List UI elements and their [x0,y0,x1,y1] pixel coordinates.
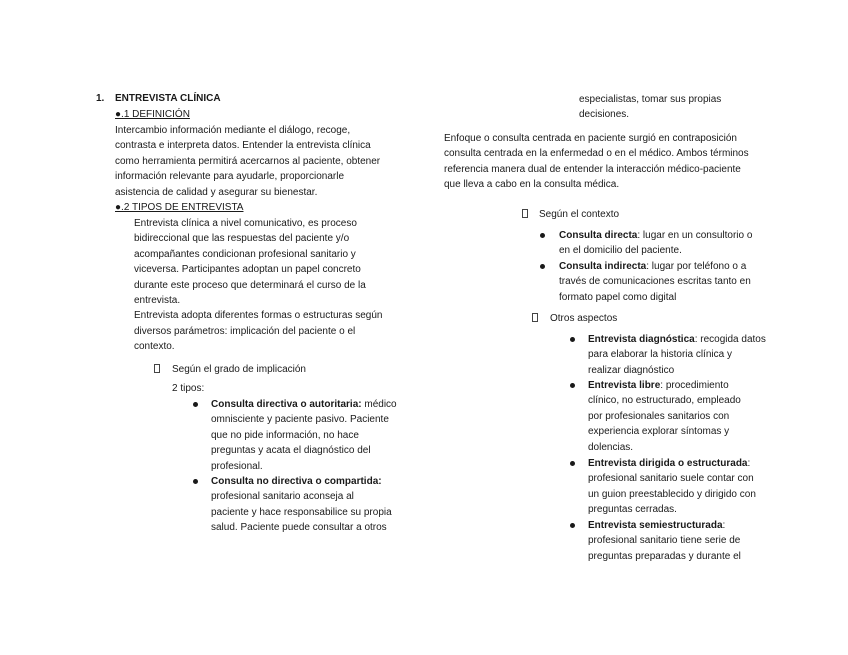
types-count-label: 2 tipos: [172,383,205,394]
bullet-dot-icon [570,337,575,342]
no-directiva-line: paciente y hace responsabilice su propia [211,506,392,518]
types-line: durante este proceso que determinará el curso de la [134,279,366,291]
directiva-line: omnisciente y paciente pasivo. Paciente [211,414,389,426]
indirecta-line: formato papel como digital [559,291,677,303]
list-item-indirecta [559,259,779,305]
dirigida-line: profesional sanitario suele contar con [588,473,754,485]
enfoque-line: Enfoque o consulta centrada en paciente surgió en contraposición [444,133,737,144]
diagnostica-line: realizar diagnóstico [588,364,675,376]
term-semiestructurada: Entrevista semiestructurada [588,520,723,531]
libre-line: dolencias. [588,441,634,453]
no-directiva-line: profesional sanitario aconseja al [211,491,354,503]
types-title: ●.2 TIPOS DE ENTREVISTA [115,202,244,213]
types-line: viceversa. Participantes adoptan un papel concreto [134,264,361,276]
directiva-line: médico [364,399,397,410]
continuation-text [579,92,721,123]
continuation-line: decisiones. [579,109,630,121]
section-heading: ENTREVISTA CLÍNICA [115,93,221,104]
list-item-directiva [211,397,411,474]
semi-line: profesional sanitario tiene serie de [588,535,741,547]
definition-title: ●.1 DEFINICIÓN [115,109,190,120]
bullet-dot-icon [193,402,198,407]
definition-line: asistencia de calidad y asegurar su bienestar. [115,186,318,198]
term-dirigida: Entrevista dirigida o estructurada [588,458,748,469]
types-line: bidireccional que las respuestas del paciente y/o [134,233,350,245]
definition-line: Intercambio información mediante el diálogo, recoge, [115,125,351,136]
types-line: Entrevista clínica a nivel comunicativo, es proceso [134,218,357,229]
libre-line: : procedimiento [660,380,729,391]
diagnostica-line: : recogida datos [694,334,766,345]
dirigida-line: : [747,458,751,469]
other-aspects-label: Otros aspectos [550,313,618,324]
no-directiva-line: salud. Paciente puede consultar a otros [211,522,387,534]
types-paragraph [134,216,414,355]
libre-line: por profesionales sanitarios con [588,410,730,422]
semi-line: : [722,520,726,531]
implication-label: Según el grado de implicación [172,364,306,375]
list-item-dirigida [588,456,788,518]
list-item-libre [588,378,788,455]
definition-line: información relevante para ayudarle, proporcionarle [115,171,345,183]
enfoque-line: referencia manera dual de entender la interacción médico-paciente [444,163,741,175]
term-diagnostica: Entrevista diagnóstica [588,334,695,345]
types-line: entrevista. [134,295,181,307]
list-item-semiestructurada [588,518,788,564]
bullet-dot-icon [570,383,575,388]
list-item-no-directiva [211,474,411,536]
square-bullet-icon [522,209,528,218]
bullet-dot-icon [570,461,575,466]
directa-line: en el domicilio del paciente. [559,245,682,257]
bullet-dot-icon [193,479,198,484]
list-item-diagnostica [588,332,788,378]
enfoque-line: consulta centrada en la enfermedad o en el médico. Ambos términos [444,148,749,160]
term-directa: Consulta directa [559,230,638,241]
directiva-line: que no pide información, no hace [211,429,359,441]
term-libre: Entrevista libre [588,380,661,391]
directiva-line: profesional. [211,460,263,472]
types-line: acompañantes condicionan profesional sanitario y [134,248,356,260]
diagnostica-line: para elaborar la historia clínica y [588,349,732,361]
types-line: diversos parámetros: implicación del paciente o el [134,325,356,337]
bullet-dot-icon [570,523,575,528]
continuation-line: especialistas, tomar sus propias [579,94,722,105]
context-label: Según el contexto [539,209,620,220]
definition-line: contrasta e interpreta datos. Entender la entrevista clínica [115,140,371,152]
indirecta-line: : lugar por teléfono o a [646,261,747,272]
libre-line: clínico, no estructurado, empleado [588,395,741,407]
square-bullet-icon [532,313,538,322]
dirigida-line: un guion preestablecido y dirigido con [588,488,756,500]
term-no-directiva: Consulta no directiva o compartida: [211,476,382,487]
definition-line: como herramienta permitirá acercarnos al paciente, obtener [115,155,381,167]
directiva-line: preguntas y acata el diagnóstico del [211,445,371,457]
term-directiva: Consulta directiva o autoritaria: [211,399,362,410]
enfoque-line: que lleva a cabo en la consulta médica. [444,179,620,191]
enfoque-paragraph [444,131,784,193]
bullet-dot-icon [540,264,545,269]
square-bullet-icon [154,364,160,373]
bullet-dot-icon [540,233,545,238]
directa-line: : lugar en un consultorio o [637,230,753,241]
definition-paragraph [115,123,415,200]
heading-number: 1. [96,93,105,104]
dirigida-line: preguntas cerradas. [588,504,677,516]
types-line: Entrevista adopta diferentes formas o estructuras según [134,310,383,322]
types-line: contexto. [134,341,175,353]
libre-line: experiencia explorar síntomas y [588,426,730,438]
term-indirecta: Consulta indirecta [559,261,647,272]
semi-line: preguntas preparadas y durante el [588,550,741,562]
indirecta-line: través de comunicaciones escritas tanto en [559,276,751,288]
list-item-directa [559,228,779,259]
